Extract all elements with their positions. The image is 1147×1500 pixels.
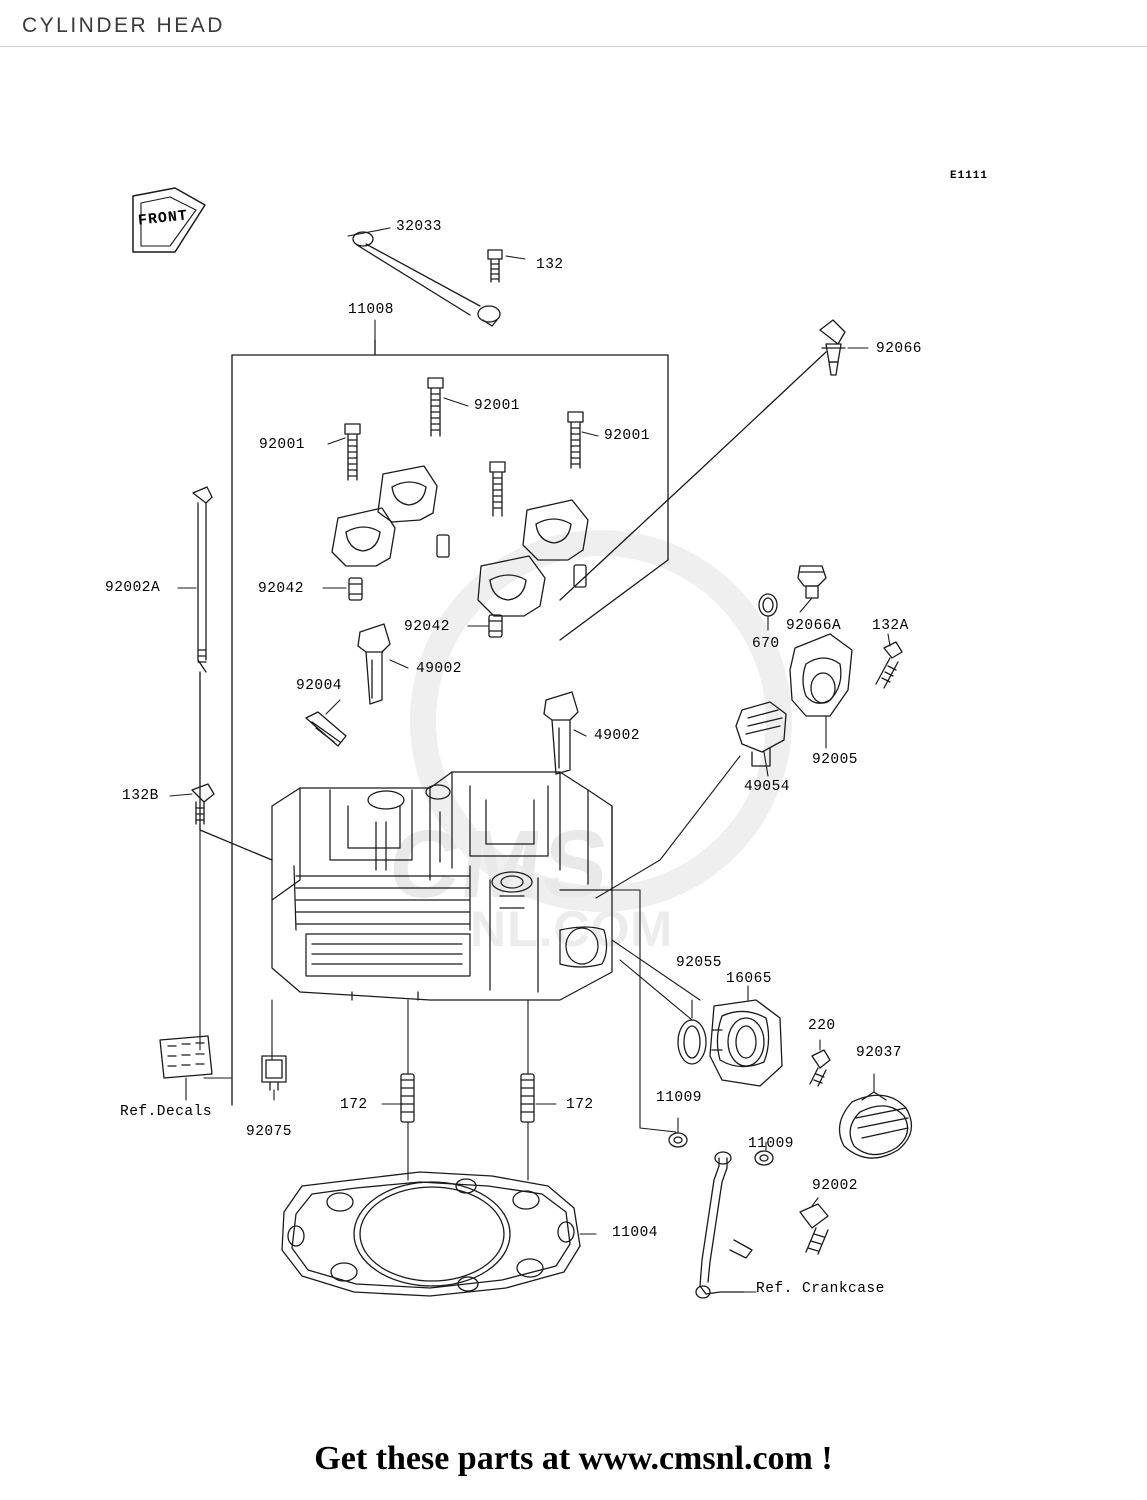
callout-92002A: 92002A — [105, 580, 161, 596]
callout-92001-left: 92001 — [259, 437, 306, 453]
callout-92002: 92002 — [812, 1178, 859, 1194]
part-92001-d — [490, 462, 505, 516]
part-49054 — [736, 702, 786, 766]
part-cylinder-head-body — [272, 772, 612, 1000]
part-132A — [876, 642, 902, 688]
part-92055 — [678, 1020, 706, 1064]
callout-11009-b: 11009 — [748, 1136, 795, 1152]
callout-92037: 92037 — [856, 1045, 903, 1061]
part-92066 — [820, 320, 845, 375]
callout-92001-right: 92001 — [604, 428, 651, 444]
page-title: CYLINDER HEAD — [22, 14, 225, 37]
watermark-text-secondary: NL.COM — [470, 901, 674, 957]
part-49002-a — [358, 624, 390, 704]
part-11004 — [282, 1172, 580, 1296]
callout-132A: 132A — [872, 618, 909, 634]
callout-92001-upper: 92001 — [474, 398, 521, 414]
front-marker-label: FRONT — [137, 207, 189, 230]
callout-92075: 92075 — [246, 1124, 293, 1140]
part-49002-b — [544, 692, 578, 774]
callout-172-a: 172 — [340, 1097, 368, 1113]
callout-172-b: 172 — [566, 1097, 594, 1113]
part-92075 — [262, 1056, 286, 1090]
part-220 — [810, 1050, 830, 1086]
footer-text: Get these parts at www.cmsnl.com ! — [314, 1440, 833, 1477]
part-11009-b — [755, 1151, 773, 1165]
callout-ref-crankcase: Ref. Crankcase — [756, 1281, 885, 1297]
callout-92005: 92005 — [812, 752, 859, 768]
part-camshaft-cap-1 — [378, 466, 437, 522]
part-92066A — [798, 566, 826, 598]
part-11009-a — [669, 1133, 687, 1147]
part-16065 — [710, 1000, 782, 1086]
part-ref-decals — [160, 1036, 212, 1078]
part-camshaft-cap-4 — [478, 556, 545, 616]
part-172-a — [401, 1074, 414, 1122]
callout-92066A: 92066A — [786, 618, 842, 634]
part-dowel-extra — [437, 535, 586, 587]
callout-32033: 32033 — [396, 219, 443, 235]
part-670 — [759, 594, 777, 616]
part-camshaft-cap-3 — [523, 500, 588, 560]
part-92037 — [840, 1092, 912, 1158]
part-92002 — [800, 1204, 828, 1254]
watermark-text-primary: CMS — [384, 811, 616, 918]
part-92042-a — [349, 578, 362, 600]
callout-92066: 92066 — [876, 341, 923, 357]
callout-ref-decals: Ref.Decals — [120, 1104, 213, 1120]
callout-16065: 16065 — [726, 971, 773, 987]
part-92001-a — [345, 424, 360, 480]
callout-132B: 132B — [122, 788, 159, 804]
part-92042-b — [489, 615, 502, 637]
part-132B — [192, 784, 214, 824]
callout-670: 670 — [752, 636, 780, 652]
diagram-code: E1111 — [950, 170, 989, 182]
part-ref-crankcase-pipe — [696, 1152, 752, 1298]
callout-49002-b: 49002 — [594, 728, 641, 744]
part-92002A — [193, 487, 212, 672]
callout-132: 132 — [536, 257, 564, 273]
callout-11008: 11008 — [348, 302, 395, 318]
part-92004 — [306, 712, 346, 746]
callout-92042-b: 92042 — [404, 619, 451, 635]
callout-92042-a: 92042 — [258, 581, 305, 597]
part-92001-b — [428, 378, 443, 436]
callout-11004: 11004 — [612, 1225, 659, 1241]
part-132 — [488, 250, 502, 282]
callout-92004: 92004 — [296, 678, 343, 694]
callout-49054: 49054 — [744, 779, 791, 795]
callout-92055: 92055 — [676, 955, 723, 971]
part-172-b — [521, 1074, 534, 1122]
callout-220: 220 — [808, 1018, 836, 1034]
part-92001-c — [568, 412, 583, 468]
part-92005 — [790, 634, 852, 716]
callout-11009-a: 11009 — [656, 1090, 703, 1106]
callout-49002-a: 49002 — [416, 661, 463, 677]
